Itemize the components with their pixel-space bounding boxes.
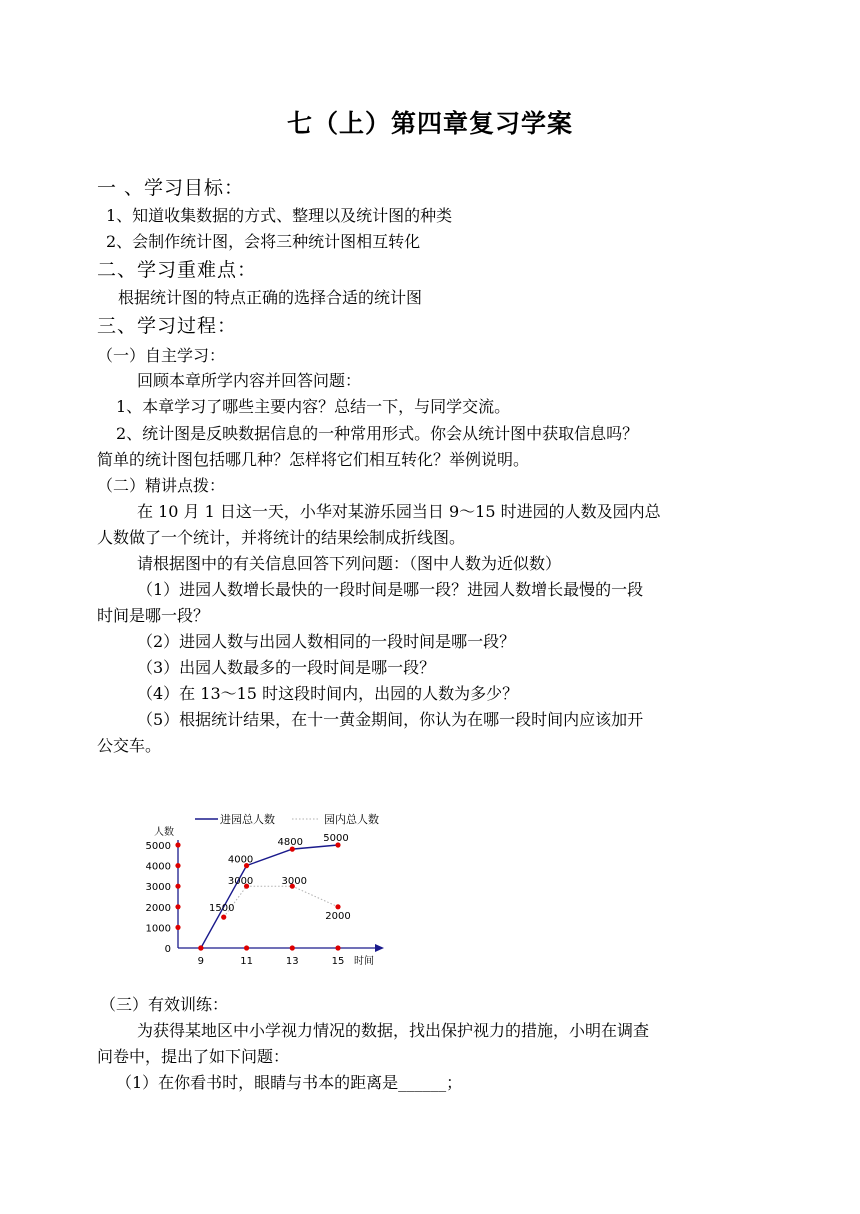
y-tick-label: 0	[164, 944, 171, 955]
problem-item-5-line-2: 公交车。	[97, 736, 162, 755]
problem-instruction: 请根据图中的有关信息回答下列问题：（图中人数为近似数）	[137, 554, 562, 573]
series-line-1	[201, 845, 338, 948]
y-tick-label: 5000	[145, 841, 171, 852]
x-tick-label: 11	[240, 956, 253, 967]
x-tick-label: 13	[285, 956, 299, 967]
practice-question-1: （1）在你看书时，眼睛与书本的距离是______；	[116, 1073, 463, 1092]
data-label: 1500	[208, 903, 235, 915]
y-tick-label: 2000	[145, 902, 171, 914]
data-label: 3000	[281, 876, 308, 888]
y-axis-marker	[175, 925, 180, 930]
problem-item-1-line-2: 时间是哪一段？	[97, 606, 210, 625]
data-label: 2000	[325, 910, 351, 922]
problem-item-2: （2）进园人数与出园人数相同的一段时间是哪一段？	[137, 632, 516, 651]
y-axis-label: 人数	[154, 827, 174, 838]
series-line-2	[224, 886, 338, 917]
y-tick-label: 1000	[145, 923, 171, 935]
data-label: 4800	[277, 837, 304, 849]
x-tick-label: 9	[197, 956, 205, 967]
x-tick-label: 15	[331, 956, 345, 967]
question-2-line-1: 2、统计图是反映数据信息的一种常用形式。你会从统计图中获取信息吗？	[116, 424, 639, 443]
data-label: 4000	[227, 854, 254, 866]
data-point	[221, 915, 226, 920]
problem-text-line-2: 人数做了一个统计，并将统计的结果绘制成折线图。	[97, 528, 466, 547]
data-label: 3000	[227, 876, 254, 888]
review-instruction: 回顾本章所学内容并回答问题：	[137, 371, 362, 390]
x-axis-marker	[290, 945, 295, 950]
subsection-explanation: （二）精讲点拨：	[97, 476, 226, 495]
legend-label-1: 进园总人数	[220, 813, 275, 826]
question-2-line-2: 简单的统计图包括哪几种？怎样将它们相互转化？举例说明。	[97, 450, 530, 469]
line-chart	[140, 800, 400, 975]
keypoint-text: 根据统计图的特点正确的选择合适的统计图	[118, 288, 423, 307]
problem-item-1-line-1: （1）进园人数增长最快的一段时间是哪一段？进园人数增长最慢的一段	[137, 580, 644, 599]
x-axis-marker	[335, 945, 340, 950]
problem-item-3: （3）出园人数最多的一段时间是哪一段？	[137, 658, 436, 677]
x-axis-label: 时间	[354, 956, 374, 967]
section-heading-goals: 一 、学习目标：	[97, 177, 245, 199]
y-axis-marker	[175, 863, 180, 868]
y-axis-marker	[175, 842, 180, 847]
legend-label-2: 园内总人数	[324, 813, 379, 826]
x-axis-arrow	[375, 944, 384, 952]
goal-item-2: 2、会制作统计图，会将三种统计图相互转化	[106, 232, 421, 251]
practice-text-line-2: 问卷中，提出了如下问题：	[97, 1047, 290, 1066]
question-1: 1、本章学习了哪些主要内容？总结一下，与同学交流。	[116, 397, 511, 416]
y-tick-label: 3000	[145, 882, 171, 894]
subsection-practice: （三）有效训练：	[100, 995, 229, 1014]
goal-item-1: 1、知道收集数据的方式、整理以及统计图的种类	[106, 206, 453, 225]
data-label: 5000	[323, 833, 349, 844]
x-axis-marker	[244, 945, 249, 950]
y-axis-marker	[175, 904, 180, 909]
data-point	[335, 904, 340, 909]
data-point	[198, 945, 203, 950]
y-tick-label: 4000	[145, 861, 171, 873]
subsection-self-study: （一）自主学习：	[97, 346, 226, 365]
section-heading-process: 三、学习过程：	[97, 315, 238, 337]
y-axis-marker	[175, 884, 180, 889]
section-heading-keypoints: 二、学习重难点：	[97, 259, 258, 281]
problem-item-5-line-1: （5）根据统计结果，在十一黄金期间，你认为在哪一段时间内应该加开	[137, 710, 644, 729]
problem-text-line-1: 在 10 月 1 日这一天，小华对某游乐园当日 9～15 时进园的人数及园内总	[137, 502, 661, 521]
problem-item-4: （4）在 13～15 时这段时间内，出园的人数为多少？	[137, 684, 519, 703]
page-title: 七（上）第四章复习学案	[286, 109, 573, 138]
practice-text-line-1: 为获得某地区中小学视力情况的数据，找出保护视力的措施，小明在调查	[137, 1021, 650, 1040]
